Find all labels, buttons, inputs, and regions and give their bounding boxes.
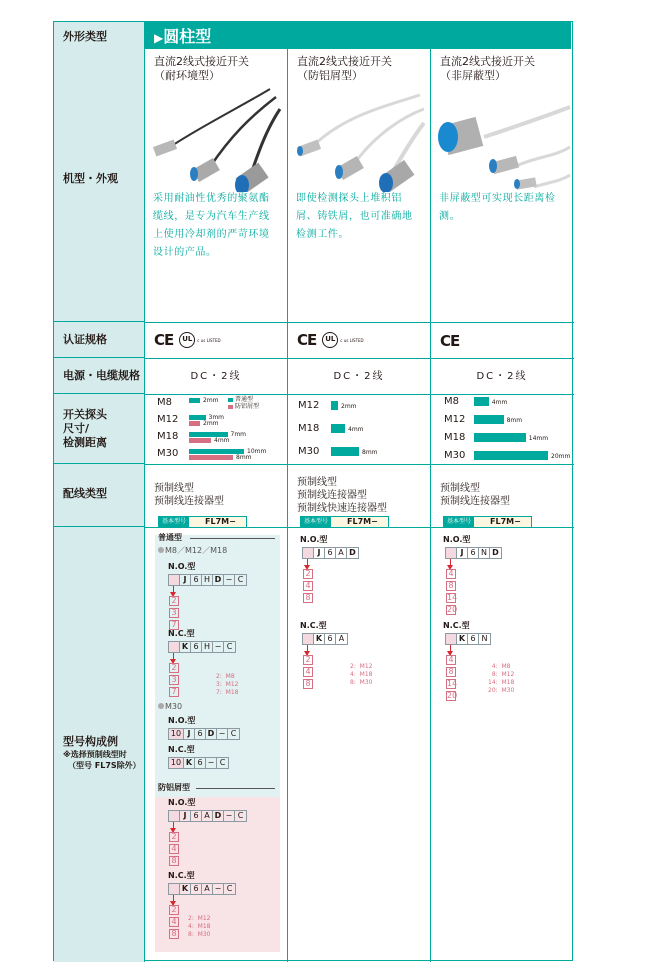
- col2-no-arrow-icon: [307, 559, 308, 566]
- bar-normal: [189, 398, 200, 403]
- size-code: 4: [169, 844, 179, 854]
- label-switch-1: 开关探头: [63, 408, 107, 421]
- model-char-cell: K: [184, 758, 195, 768]
- alu-type-rule: [196, 788, 275, 789]
- model-char-cell: [169, 884, 180, 894]
- model-char-cell: 6: [325, 634, 336, 644]
- model-char-cell: C: [237, 811, 244, 820]
- col3-no-label: N.O.型: [443, 535, 471, 544]
- col2-no-model: [302, 547, 359, 559]
- model-char-cell: J: [184, 729, 195, 739]
- bar-alu-value: 4mm: [214, 437, 230, 444]
- size-code: 8: [446, 581, 456, 591]
- col3-title-1: 直流2线式接近开关: [440, 55, 535, 68]
- alu-no-label: N.O.型: [168, 798, 196, 807]
- bar-value: [474, 433, 526, 442]
- col1-desc: 采用耐油性优秀的聚氨酯缆线，是专为汽车生产线上使用冷却剂的严苛环境设计的产品。: [153, 193, 270, 258]
- wiring-item: 预制线型: [297, 477, 337, 488]
- bar-value: [474, 397, 489, 406]
- bar-alu-value: 8mm: [236, 454, 252, 461]
- size-code: 2: [169, 596, 179, 606]
- bar-value-text: 8mm: [362, 449, 378, 456]
- col1-legend: [228, 396, 259, 410]
- play-icon: ▶: [154, 31, 164, 45]
- base-value: FL7M−: [347, 517, 378, 526]
- model-char-cell: A: [202, 884, 213, 894]
- grid-h3: [144, 394, 574, 395]
- model-char-cell: H: [202, 642, 213, 652]
- label-part-3: （型号 FL7S除外）: [68, 761, 141, 770]
- model-char-cell: D: [213, 811, 224, 821]
- base-value: FL7M−: [205, 517, 236, 526]
- base-key: 基本型号: [301, 517, 331, 527]
- normal-type-label: 普通型: [158, 533, 182, 542]
- wiring-item: 预制线快速连接器型: [297, 503, 387, 514]
- grid-h4: [144, 464, 574, 465]
- bar-value-text: 20mm: [551, 453, 571, 460]
- model-char-cell: 6: [191, 884, 202, 894]
- header-label-cell: [54, 22, 144, 49]
- size-code: 4: [446, 569, 456, 579]
- size-code: 2: [303, 655, 313, 665]
- bar-value-text: 2mm: [341, 403, 357, 410]
- model-char-cell: J: [180, 811, 191, 821]
- base-value: FL7M−: [490, 517, 521, 526]
- size-code: 20: [447, 605, 458, 614]
- alu-nc-model: [168, 883, 236, 895]
- model-char-cell: C: [219, 758, 226, 767]
- model-char-cell: D: [349, 548, 356, 557]
- bar-value: [331, 401, 338, 410]
- bar-alu: [189, 421, 200, 426]
- m30-nc-model: [168, 757, 229, 769]
- bar-value: [474, 415, 504, 424]
- model-char-cell: C: [226, 642, 233, 651]
- model-char-cell: −: [206, 758, 217, 768]
- header-title-text: 圆柱型: [163, 27, 212, 46]
- label-power-cell: [54, 358, 144, 394]
- col2-title: [297, 55, 392, 83]
- model-char-cell: D: [492, 548, 499, 557]
- col3-size-legend: 4: M8 8: M12 14: M18 20: M30: [488, 663, 515, 694]
- col3-title: [440, 55, 535, 83]
- label-switch-3: 检测距离: [63, 436, 107, 449]
- model-char-cell: 6: [191, 575, 202, 585]
- ce-mark-icon: CE: [154, 331, 174, 349]
- base-key: 基本型号: [444, 517, 474, 527]
- col2-size-legend: 2: M12 4: M18 8: M30: [350, 663, 373, 686]
- label-model-cell: [54, 49, 144, 322]
- model-char-cell: K: [180, 642, 191, 652]
- col2-cert: [297, 331, 364, 349]
- col1-nc-arrow-icon: [173, 653, 174, 660]
- model-char-cell: [169, 811, 180, 821]
- label-wiring: 配线类型: [63, 487, 107, 500]
- m30-label: [158, 702, 182, 711]
- col1-cert: [154, 331, 221, 349]
- alu-size-legend: 2: M12 4: M18 8: M30: [188, 915, 211, 938]
- model-char-cell: 6: [191, 642, 202, 652]
- model-char-cell: C: [230, 729, 237, 738]
- model-char-cell: −: [224, 811, 235, 821]
- size-code: 2: [303, 569, 313, 579]
- col3-cert: [440, 331, 459, 350]
- size-label: M8: [444, 396, 459, 407]
- col1-wiring: [154, 482, 224, 508]
- label-power: 电源・电缆规格: [63, 369, 140, 382]
- col1-title-2: （耐环境型）: [154, 69, 220, 82]
- model-char-cell: K: [314, 634, 325, 644]
- label-model: 机型・外观: [63, 172, 118, 185]
- col1-title-1: 直流2线式接近开关: [154, 55, 249, 68]
- grid-h1: [144, 322, 574, 323]
- model-char-cell: J: [457, 548, 468, 558]
- bar-normal-value: 7mm: [230, 431, 247, 438]
- base-key: 基本型号: [159, 517, 189, 527]
- col2-title-1: 直流2线式接近开关: [297, 55, 392, 68]
- model-char-cell: K: [180, 884, 191, 894]
- alu-no-model: [168, 810, 247, 822]
- size-code: 2: [169, 905, 179, 915]
- wiring-item: 预制线型: [440, 483, 480, 494]
- bullet-icon: [158, 703, 164, 709]
- grid-v0: [144, 22, 145, 962]
- legend-alu: 防铝屑型: [235, 403, 260, 410]
- wiring-item: 预制线连接器型: [440, 496, 510, 507]
- col1-no-arrow-icon: [173, 586, 174, 593]
- col1-no-model: [168, 574, 247, 586]
- bar-normal-value: 2mm: [203, 397, 219, 404]
- size-label: M18: [444, 432, 466, 443]
- spec-table: [53, 21, 573, 961]
- bar-value: [331, 447, 359, 456]
- model-char-cell: 6: [468, 634, 479, 644]
- size-label: M18: [157, 431, 179, 442]
- size-label: M12: [444, 414, 466, 425]
- bar-alu-value: 2mm: [203, 420, 219, 427]
- wiring-item: 预制线型: [154, 483, 194, 494]
- col2-desc: 即使检测探头上堆积铝屑、铸铁屑，也可准确地检测工件。: [296, 193, 413, 240]
- model-char-cell: 6: [325, 548, 336, 558]
- size-label: M12: [157, 414, 179, 425]
- grid-v2: [430, 49, 431, 962]
- size-label: M30: [157, 448, 179, 459]
- model-char-cell: [303, 634, 314, 644]
- grid-v1: [287, 49, 288, 962]
- bullet-icon: [158, 547, 164, 553]
- bar-value-text: 8mm: [506, 417, 523, 424]
- bar-normal-value: 10mm: [247, 448, 267, 455]
- model-char-cell: C: [226, 884, 233, 893]
- col3-no-model: [445, 547, 502, 559]
- ul-listed-text: c us LISTED: [340, 337, 364, 343]
- model-char-cell: [169, 575, 180, 585]
- m30-nc-label: N.C.型: [168, 745, 195, 754]
- col2-nc-model: [302, 633, 348, 645]
- model-char-cell: 6: [191, 811, 202, 821]
- model-char-cell: N: [479, 548, 490, 558]
- ce-mark-icon: CE: [297, 331, 317, 349]
- model-char-cell: J: [314, 548, 325, 558]
- model-char-cell: 10: [169, 729, 184, 739]
- col3-power: DC・2线: [476, 371, 528, 382]
- size-code: 4: [169, 917, 179, 927]
- wiring-item: 预制线连接器型: [154, 496, 224, 507]
- bar-alu: [189, 438, 211, 443]
- legend-normal: 普通型: [235, 396, 254, 403]
- col1-size-legend: 2: M8 3: M12 7: M18: [216, 673, 239, 696]
- col1-no-label: N.O.型: [168, 562, 196, 571]
- label-cert-cell: [54, 322, 144, 358]
- grid-h2: [144, 358, 574, 359]
- m30-text: M30: [165, 702, 183, 711]
- col2-no-label: N.O.型: [300, 535, 328, 544]
- size-code: 4: [446, 655, 456, 665]
- model-char-cell: A: [338, 634, 345, 643]
- size-code: 3: [169, 608, 179, 618]
- size-code: 8: [169, 856, 179, 866]
- size-label: M8: [157, 397, 172, 408]
- size-code: 7: [169, 687, 179, 697]
- col2-nc-label: N.C.型: [300, 621, 327, 630]
- bar-value-text: 4mm: [348, 426, 364, 433]
- model-char-cell: −: [213, 884, 224, 894]
- col1-nc-model: [168, 641, 236, 653]
- size-code: 8: [303, 593, 313, 603]
- col3-wiring: [440, 482, 510, 508]
- col2-title-2: （防铝屑型）: [297, 69, 363, 82]
- bar-alu: [189, 455, 233, 460]
- col1-nc-label: N.C.型: [168, 629, 195, 638]
- col3-nc-arrow-icon: [450, 645, 451, 652]
- size-code: 8: [303, 679, 313, 689]
- bar-value: [474, 451, 548, 460]
- size-label: M30: [298, 446, 320, 457]
- size-code: 7: [169, 620, 179, 630]
- col2-power: DC・2线: [333, 371, 385, 382]
- alu-no-arrow-icon: [173, 822, 174, 829]
- size-code: 8: [169, 929, 179, 939]
- model-char-cell: A: [336, 548, 347, 558]
- header-title: [154, 24, 211, 47]
- label-part-1: 型号构成例: [63, 735, 118, 748]
- model-char-cell: 10: [169, 758, 184, 768]
- m8m12m18-label: [158, 545, 227, 556]
- col1-power: DC・2线: [190, 371, 242, 382]
- model-char-cell: 6: [195, 729, 206, 739]
- size-code: 14: [447, 679, 458, 688]
- model-char-cell: D: [206, 729, 217, 739]
- model-char-cell: −: [224, 575, 235, 585]
- model-char-cell: A: [202, 811, 213, 821]
- label-switch-2: 尺寸/: [63, 422, 90, 435]
- legend-normal-swatch: [228, 398, 233, 402]
- col2-nc-arrow-icon: [307, 645, 308, 652]
- label-switch-cell: [54, 394, 144, 464]
- legend-alu-swatch: [228, 405, 233, 409]
- model-char-cell: J: [180, 575, 191, 585]
- ul-listed-text: c us LISTED: [197, 337, 221, 343]
- col3-desc: 非屏蔽型可实现长距离检测。: [439, 193, 556, 222]
- model-char-cell: H: [202, 575, 213, 585]
- bar-value-text: 4mm: [491, 399, 508, 406]
- col3-title-2: （非屏蔽型）: [440, 69, 506, 82]
- bar-value: [331, 424, 345, 433]
- col3-base-model: [443, 516, 532, 528]
- alu-nc-label: N.C.型: [168, 871, 195, 880]
- model-char-cell: [446, 634, 457, 644]
- model-char-cell: 6: [468, 548, 479, 558]
- size-code: 4: [303, 581, 313, 591]
- size-label: M18: [298, 423, 320, 434]
- col1-base-model: [158, 516, 247, 528]
- alu-nc-arrow-icon: [173, 895, 174, 902]
- col2-product-image: [292, 87, 426, 192]
- size-code: 3: [169, 675, 179, 685]
- model-char-cell: −: [217, 729, 228, 739]
- m8m12m18-text: M8／M12／M18: [165, 546, 228, 555]
- col3-nc-label: N.C.型: [443, 621, 470, 630]
- size-code: 2: [169, 663, 179, 673]
- m30-no-label: N.O.型: [168, 716, 196, 725]
- model-char-cell: N: [481, 634, 488, 643]
- model-char-cell: [303, 548, 314, 558]
- model-char-cell: [169, 642, 180, 652]
- size-label: M12: [298, 400, 320, 411]
- model-char-cell: K: [457, 634, 468, 644]
- model-char-cell: [446, 548, 457, 558]
- col1-title: [154, 55, 249, 83]
- alu-type-label: 防铝屑型: [158, 783, 190, 792]
- col3-nc-model: [445, 633, 491, 645]
- normal-type-rule: [190, 538, 275, 539]
- size-code: 4: [303, 667, 313, 677]
- label-cert: 认证规格: [63, 333, 107, 346]
- bar-normal-value: 3mm: [208, 414, 225, 421]
- size-label: M30: [444, 450, 466, 461]
- label-wiring-cell: [54, 464, 144, 527]
- ce-mark-icon: CE: [440, 332, 460, 350]
- model-char-cell: −: [213, 642, 224, 652]
- size-code: 8: [446, 667, 456, 677]
- ul-mark-icon: UL: [179, 332, 195, 348]
- col3-product-image: [434, 87, 572, 192]
- m30-no-model: [168, 728, 240, 740]
- col1-product-image: [150, 87, 282, 192]
- model-char-cell: 6: [195, 758, 206, 768]
- model-char-cell: D: [213, 575, 224, 585]
- size-code: 2: [169, 832, 179, 842]
- ul-mark-icon: UL: [322, 332, 338, 348]
- bar-value-text: 14mm: [528, 435, 549, 442]
- col2-base-model: [300, 516, 389, 528]
- header-label: 外形类型: [63, 30, 107, 43]
- col2-wiring: [297, 476, 387, 515]
- size-code: 20: [447, 691, 458, 700]
- wiring-item: 预制线连接器型: [297, 490, 367, 501]
- size-code: 14: [447, 593, 458, 602]
- label-part-cell: [54, 527, 144, 962]
- model-char-cell: C: [237, 575, 244, 584]
- label-part-2: ※选择预制线型时: [63, 750, 127, 759]
- col3-no-arrow-icon: [450, 559, 451, 566]
